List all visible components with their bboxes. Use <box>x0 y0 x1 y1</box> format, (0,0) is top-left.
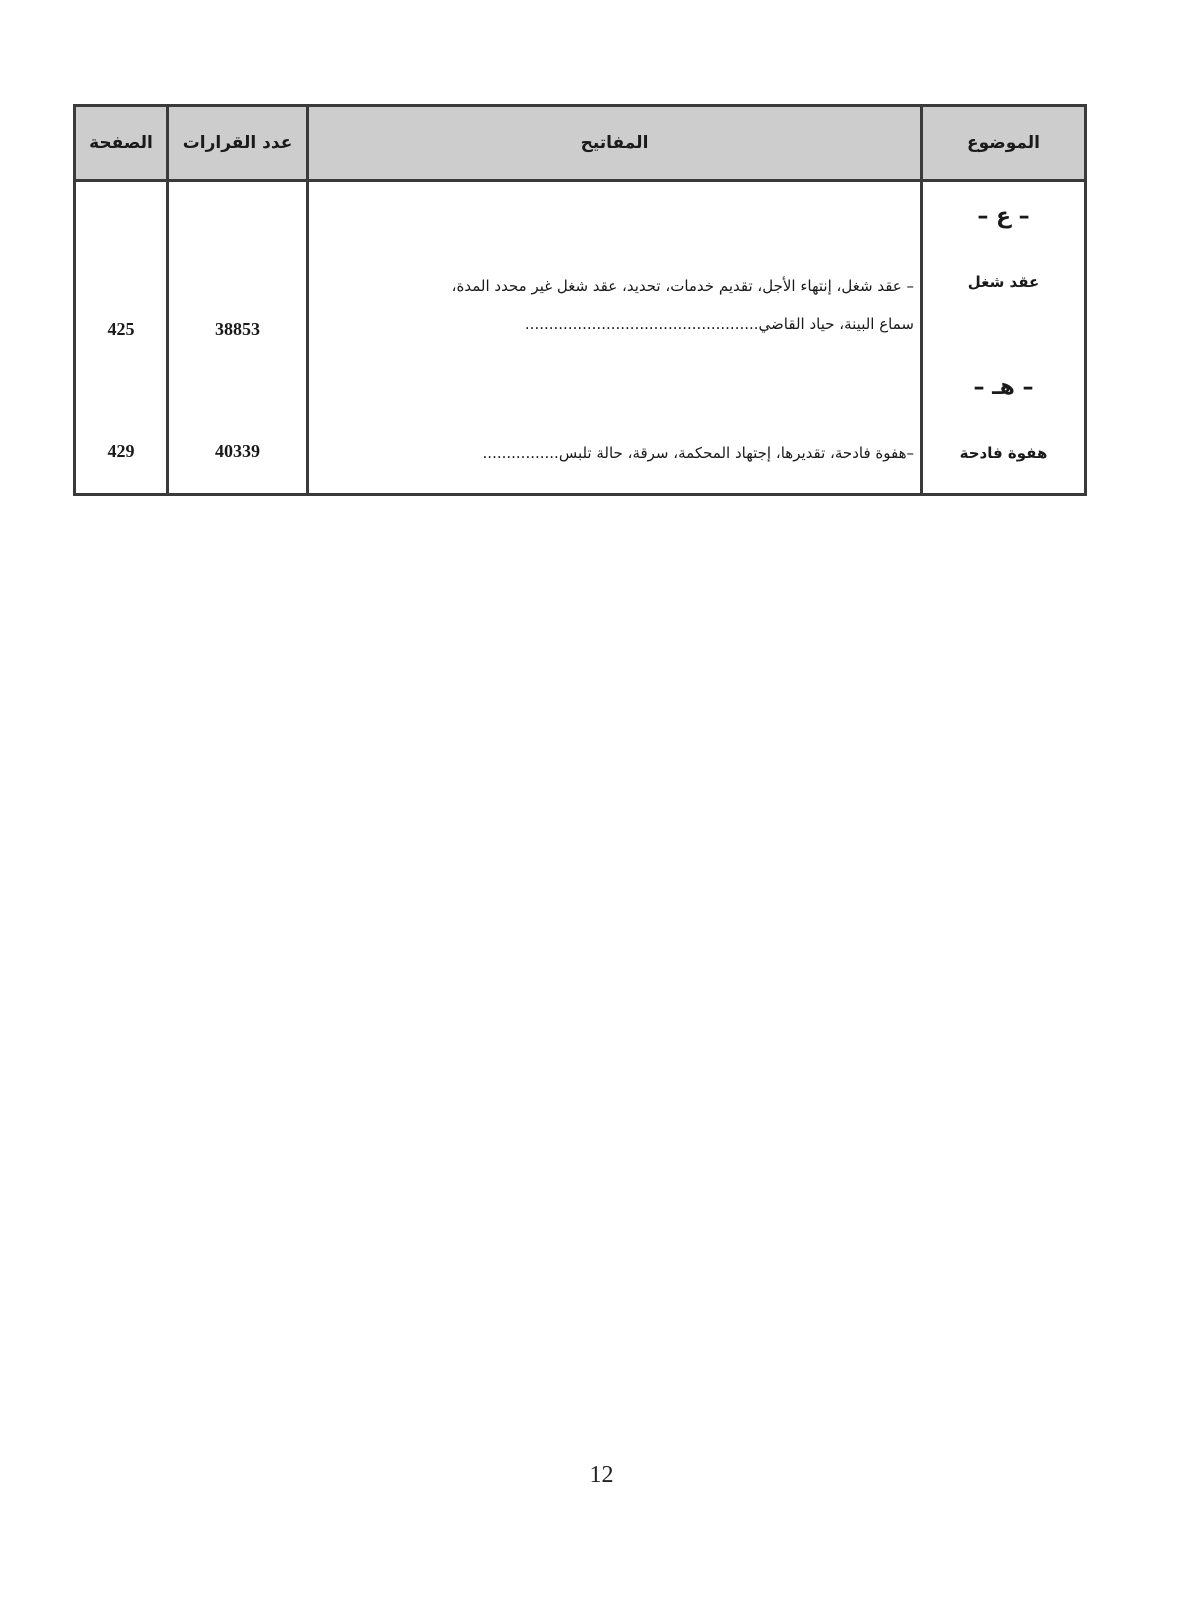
keywords-line: –هفوة فادحة، تقديرها، إجتهاد المحكمة، سرقة، حالة تلبس................ <box>482 444 914 462</box>
row-keywords <box>316 267 914 343</box>
row-keywords <box>316 434 914 472</box>
row-decision-number: 38853 <box>215 318 260 339</box>
section-letter: – هـ – <box>973 374 1034 400</box>
header-decision-number: عدد القرارات <box>182 133 293 153</box>
index-table <box>73 104 1087 496</box>
header-page: الصفحة <box>89 133 153 153</box>
row-page: 429 <box>107 440 135 461</box>
row-subject: عقد شغل <box>967 273 1040 291</box>
row-decision-number: 40339 <box>215 440 260 461</box>
page-number: 12 <box>589 1462 614 1488</box>
row-page: 425 <box>107 318 135 339</box>
section-letter: – ع – <box>977 203 1030 229</box>
row-subject: هفوة فادحة <box>959 444 1048 462</box>
header-subject: الموضوع <box>967 133 1040 153</box>
header-keywords: المفاتيح <box>580 133 649 153</box>
keywords-line: سماع البينة، حياد القاضي................................................. <box>524 315 914 333</box>
keywords-line: – عقد شغل، إنتهاء الأجل، تقديم خدمات، تحديد، عقد شغل غير محدد المدة، <box>451 277 914 295</box>
